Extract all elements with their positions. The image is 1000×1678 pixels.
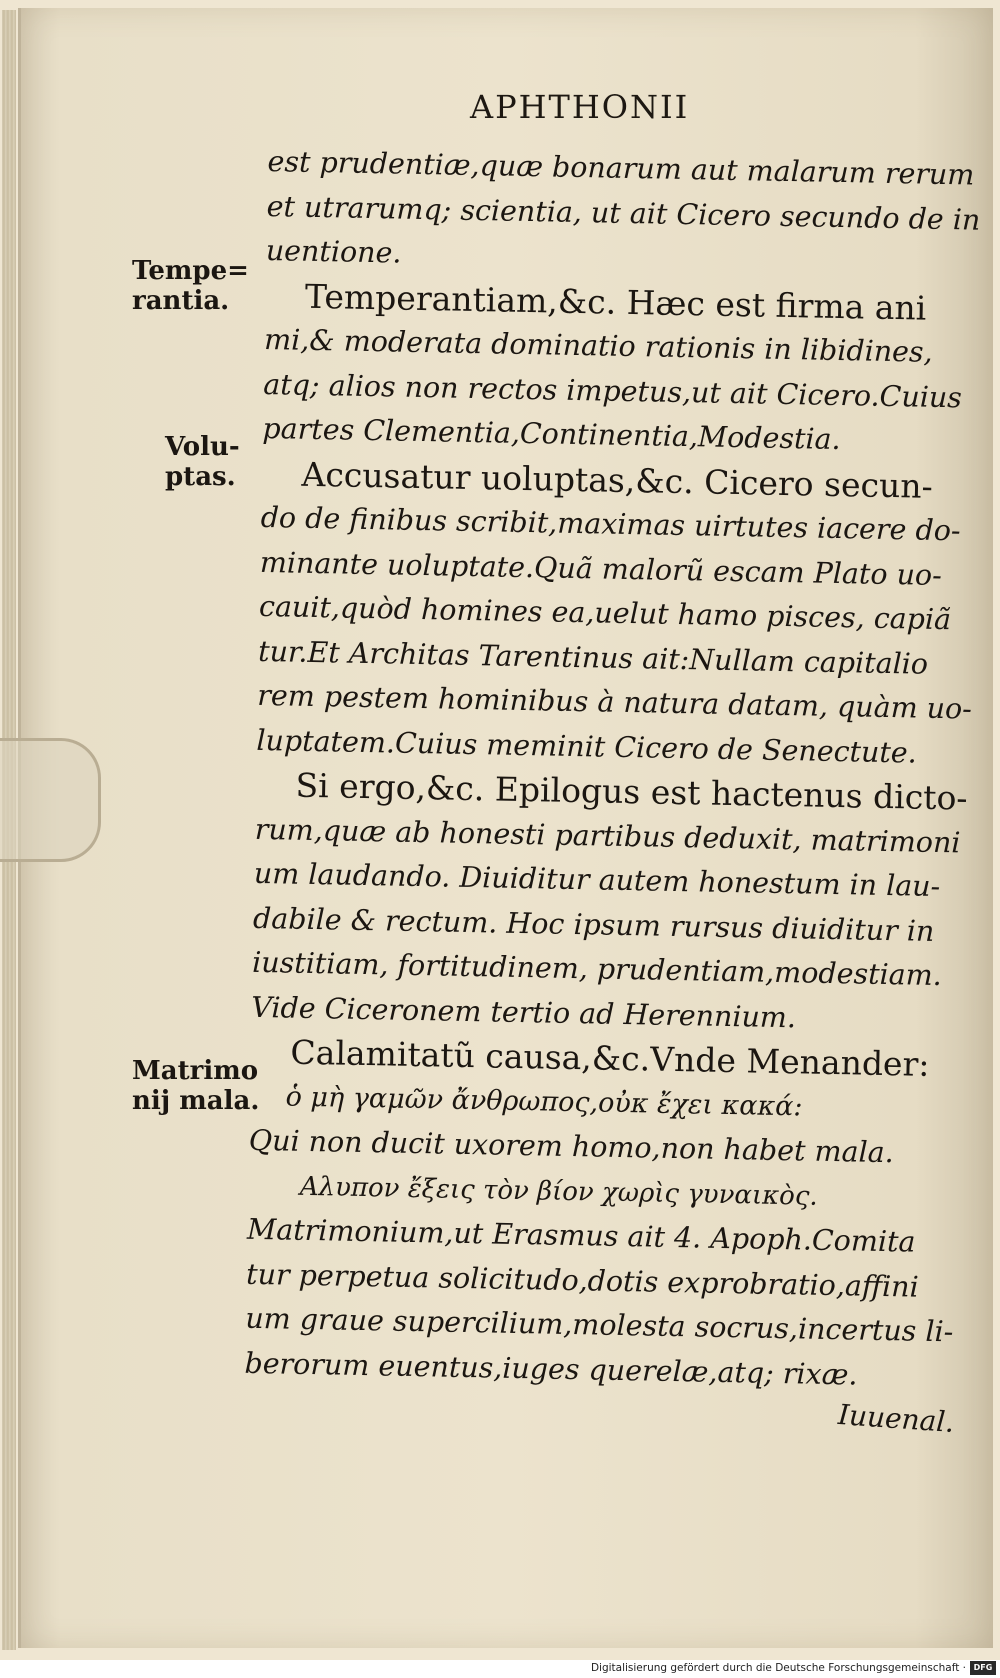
text-line: et utrarumq; scientia, ut ait Cicero secundo de in xyxy=(266,189,981,237)
margin-note-temperantia xyxy=(132,256,249,316)
margin-note-line: rantia. xyxy=(132,286,230,316)
text-line: cauit,quòd homines ea,uelut hamo pisces, capiã xyxy=(258,589,952,637)
margin-note-line: Volu- xyxy=(165,432,240,462)
text-line: dabile & rectum. Hoc ipsum rursus diuiditur in xyxy=(252,901,935,948)
margin-note-line: nij mala. xyxy=(132,1086,260,1116)
dfg-logo: DFG xyxy=(970,1661,996,1675)
greek-quote-line: Αλυπον ἔξεις τὸν βίον χωρὶς γυναικὸς. xyxy=(299,1171,818,1212)
text-line: um laudando. Diuiditur autem honestum in lau- xyxy=(253,856,941,904)
margin-note-line: Matrimo xyxy=(132,1056,259,1086)
text-line: Vide Ciceronem tertio ad Herennium. xyxy=(251,990,797,1034)
margin-note-line: ptas. xyxy=(165,462,236,492)
text-line: iustitiam, fortitudinem, prudentiam,modestiam. xyxy=(251,945,943,993)
text-line: um graue supercilium,molesta socrus,incertus li- xyxy=(245,1301,954,1349)
greek-quote-line: ὁ μὴ γαμῶν ἄνθρωπος,οὐκ ἔχει κακά: xyxy=(285,1081,803,1122)
text-line: atq; alios non rectos impetus,ut ait Cicero.Cuius xyxy=(262,367,963,414)
page-clip xyxy=(0,738,101,862)
text-line: berorum euentus,iuges querelæ,atq; rixæ. xyxy=(244,1346,858,1392)
digitization-credit: Digitalisierung gefördert durch die Deutsche Forschungsgemeinschaft · xyxy=(590,1662,966,1674)
text-line: luptatem.Cuius meminit Cicero de Senectute. xyxy=(256,723,918,770)
text-line: do de finibus scribit,maximas uirtutes iacere do- xyxy=(260,500,961,548)
text-line: Qui non ducit uxorem homo,non habet mala. xyxy=(248,1123,895,1170)
text-line: est prudentiæ,quæ bonarum aut malarum rerum xyxy=(267,144,975,192)
text-line: mi,& moderata dominatio rationis in libidines, xyxy=(263,322,933,369)
text-line: minante uoluptate.Quã malorũ escam Plato uo- xyxy=(259,545,943,592)
margin-note-voluptas xyxy=(165,432,240,492)
text-line: partes Clementia,Continentia,Modestia. xyxy=(262,411,841,457)
text-line: Matrimonium,ut Erasmus ait 4. Apoph.Comita xyxy=(246,1212,916,1259)
text-line: uentione. xyxy=(265,233,402,270)
text-line: tur perpetua solicitudo,dotis exprobratio,affini xyxy=(245,1257,920,1304)
body-text xyxy=(244,140,981,1399)
catchword: Iuuenal. xyxy=(836,1397,956,1440)
paragraph-start-line: Accusatur uoluptas,&c. Cicero secun- xyxy=(301,454,934,506)
paragraph-start-line: Si ergo,&c. Epilogus est hactenus dicto- xyxy=(295,765,968,818)
margin-note-line: Tempe= xyxy=(132,256,249,286)
running-header: APHTHONII xyxy=(470,88,690,126)
paragraph-start-line: Temperantiam,&c. Hæc est firma ani xyxy=(304,276,927,328)
text-line: rum,quæ ab honesti partibus deduxit, matrimoni xyxy=(254,812,961,859)
text-line: rem pestem hominibus à natura datam, quàm uo- xyxy=(257,678,973,726)
text-line: tur.Et Architas Tarentinus ait:Nullam capitalio xyxy=(257,634,929,681)
paragraph-start-line: Calamitatũ causa,&c.Vnde Menander: xyxy=(290,1032,930,1084)
margin-note-matrimonii xyxy=(132,1056,259,1116)
